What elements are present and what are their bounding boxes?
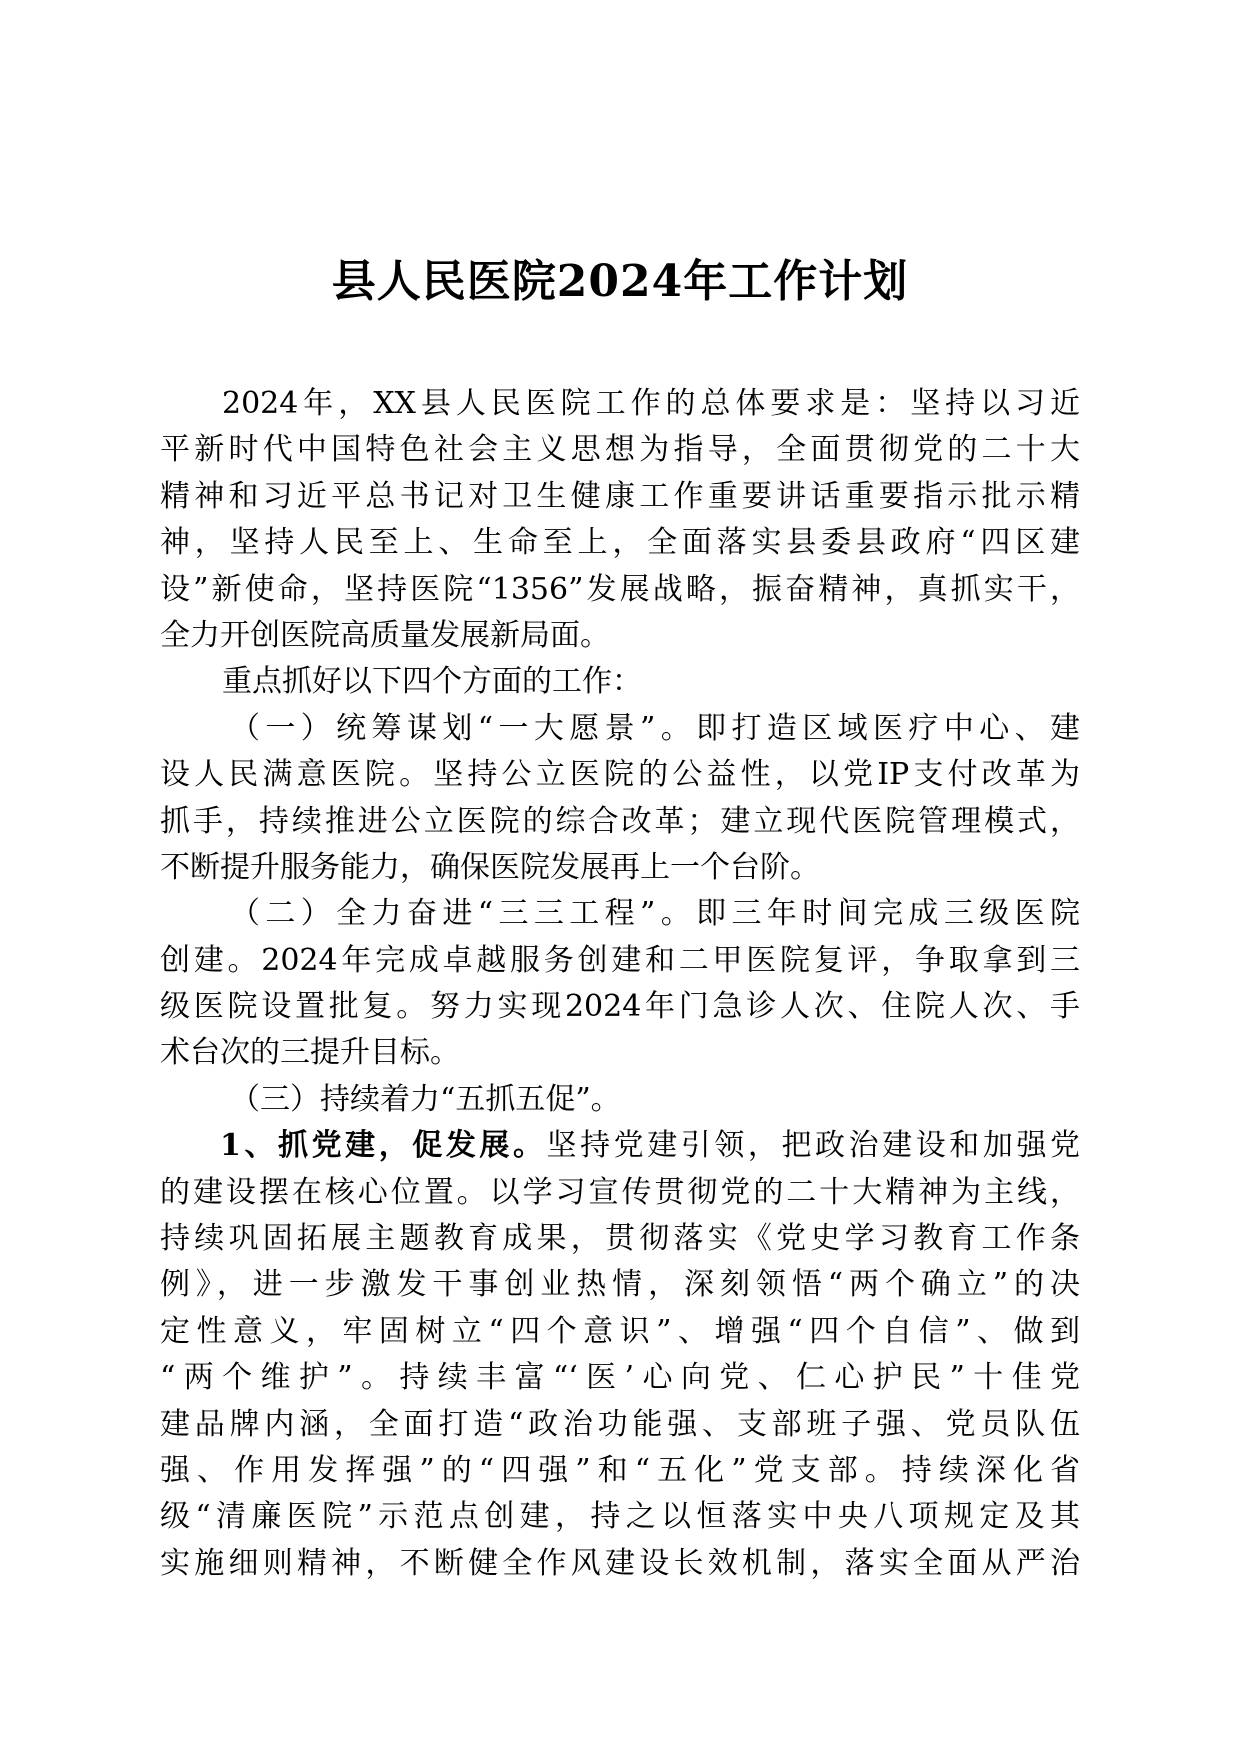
paragraph-line: 定性意义，牢固树立“四个意识”、增强“四个自信”、做到 [160,1313,1080,1349]
document-title: 县人民医院2024年工作计划 [331,256,909,307]
paragraph-line: 不断提升服务能力，确保医院发展再上一个台阶。 [160,849,820,885]
paragraph-line: （一）统筹谋划“一大愿景”。即打造区域医疗中心、建 [230,710,1080,746]
paragraph-line: 创建。2024年完成卓越服务创建和二甲医院复评，争取拿到三 [160,942,1080,978]
paragraph-line: （三）持续着力“五抓五促”。 [230,1081,621,1117]
paragraph-line: 级“清廉医院”示范点创建，持之以恒落实中央八项规定及其 [160,1499,1080,1535]
paragraph-line: 重点抓好以下四个方面的工作： [222,664,642,700]
paragraph-line: “两个维护”。持续丰富“‘医’心向党、仁心护民”十佳党 [160,1360,1080,1396]
paragraph-line: 2024年，XX县人民医院工作的总体要求是：坚持以习近 [222,386,1080,421]
paragraph-line: 建品牌内涵，全面打造“政治功能强、支部班子强、党员队伍 [160,1406,1080,1442]
document-body [160,381,1080,1587]
paragraph-line [160,1123,1080,1169]
paragraph-line: 级医院设置批复。努力实现2024年门急诊人次、住院人次、手 [160,989,1080,1025]
paragraph-line: 例》，进一步激发干事创业热情，深刻领悟“两个确立”的决 [160,1267,1080,1303]
paragraph-line: 平新时代中国特色社会主义思想为指导，全面贯彻党的二十大 [160,432,1080,468]
section-heading: 1、抓党建，促发展。 [220,1128,547,1164]
paragraph-line: 强、作用发挥强”的“四强”和“五化”党支部。持续深化省 [160,1452,1080,1488]
paragraph-line: 抓手，持续推进公立医院的综合改革；建立现代医院管理模式， [160,803,1080,839]
paragraph-line: 全力开创医院高质量发展新局面。 [160,617,610,653]
paragraph-line: 设人民满意医院。坚持公立医院的公益性，以党IP支付改革为 [160,757,1080,793]
paragraph-text: 坚持党建引领，把政治建设和加强党 [546,1128,1081,1164]
paragraph-line: 的建设摆在核心位置。以学习宣传贯彻党的二十大精神为主线， [160,1174,1080,1210]
paragraph-line: （二）全力奋进“三三工程”。即三年时间完成三级医院 [230,896,1080,932]
paragraph-line: 实施细则精神，不断健全作风建设长效机制，落实全面从严治 [160,1545,1080,1581]
paragraph-line: 神，坚持人民至上、生命至上，全面落实县委县政府“四区建 [160,525,1080,561]
paragraph-line: 术台次的三提升目标。 [160,1035,460,1071]
paragraph-line: 持续巩固拓展主题教育成果，贯彻落实《党史学习教育工作条 [160,1221,1080,1257]
paragraph-line: 精神和习近平总书记对卫生健康工作重要讲话重要指示批示精 [160,478,1080,514]
paragraph-line: 设”新使命，坚持医院“1356”发展战略，振奋精神，真抓实干， [160,571,1080,607]
